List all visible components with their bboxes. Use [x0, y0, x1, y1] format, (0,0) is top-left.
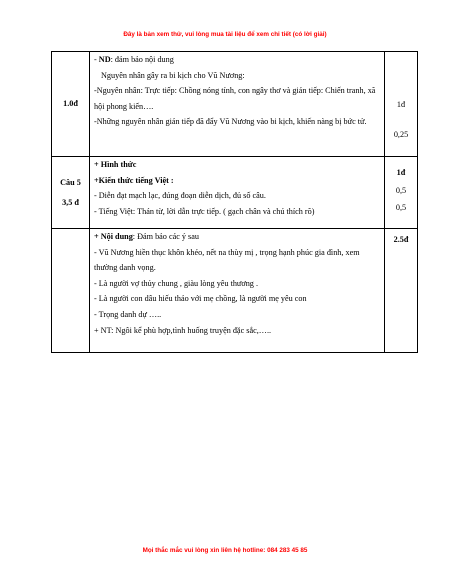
- content-cell: [90, 229, 385, 353]
- grading-table: [51, 51, 418, 353]
- content-line: - ND: đảm bảo nội dung: [94, 55, 174, 64]
- content-line: - Vũ Nương hiền thục khôn khéo, nết na thùy mị , trọng hạnh phúc gia đình, xem thường danh vọng.: [94, 247, 360, 273]
- points-value: 0,25: [393, 129, 409, 139]
- points-value: 2.5đ: [393, 235, 409, 244]
- question-score: 3,5 đ: [62, 197, 79, 207]
- nd-label: ND: [98, 55, 111, 64]
- points-cell: [385, 157, 418, 229]
- content-label: + Nội dung: [94, 232, 133, 241]
- content-line: [94, 229, 380, 245]
- content-cell: [90, 52, 385, 157]
- score-cell: [52, 52, 90, 157]
- content-text: : Đảm bảo các ý sau: [132, 232, 199, 241]
- question-label: Câu 5: [60, 177, 81, 187]
- content-line: + NT: Ngôi kể phù hợp,tình huống truyện đặc sắc,…..: [94, 325, 272, 335]
- points-value: 0,5: [395, 185, 407, 195]
- empty-cell: [52, 229, 90, 353]
- content-line: - Là người vợ thủy chung , giàu lòng yêu thương .: [94, 278, 258, 288]
- content-line: -Những nguyên nhân gián tiếp đã đẩy Vũ Nương vào bi kịch, khiến nàng bị bức tử.: [94, 117, 367, 127]
- table-row: [52, 52, 418, 157]
- content-line: -Nguyên nhân: Trực tiếp: Chồng nóng tính, con ngây thơ và gián tiếp: Chiến tranh, xã hội phong kiến….: [94, 86, 376, 111]
- header-notice: Đây là bản xem thử, vui lòng mua tài liệu để xem chi tiết (có lời giải): [123, 31, 327, 38]
- content-line: + Hình thức: [94, 160, 137, 169]
- points-value: 1đ: [396, 168, 406, 177]
- question-cell: [52, 157, 90, 229]
- nd-text: : đảm bảo nội dung: [110, 55, 174, 64]
- content-line: Nguyên nhân gây ra bi kịch cho Vũ Nương:: [101, 70, 245, 80]
- content-line: - Là người con dâu hiếu thảo với mẹ chồng, là người mẹ yêu con: [94, 294, 307, 304]
- points-cell: [385, 229, 418, 353]
- points-cell: [385, 52, 418, 157]
- content-line: - Trọng danh dự …..: [94, 309, 162, 319]
- footer-notice: Mọi thắc mắc vui lòng xin liên hệ hotline: 084 283 45 85: [142, 547, 308, 554]
- table-row: [52, 157, 418, 229]
- points-value: 1đ: [396, 100, 406, 109]
- table-row: [52, 229, 418, 353]
- content-line: - Diễn đạt mạch lạc, đúng đoạn diễn dịch, đủ số câu.: [94, 191, 266, 201]
- content-line: +Kiến thức tiếng Việt :: [94, 175, 174, 185]
- content-cell: [90, 157, 385, 229]
- score-label: 1.0đ: [63, 99, 78, 109]
- points-value: 0,5: [395, 203, 407, 213]
- content-line: - Tiếng Việt: Thán từ, lời dẫn trực tiếp. ( gạch chân và chú thích rõ): [94, 206, 315, 216]
